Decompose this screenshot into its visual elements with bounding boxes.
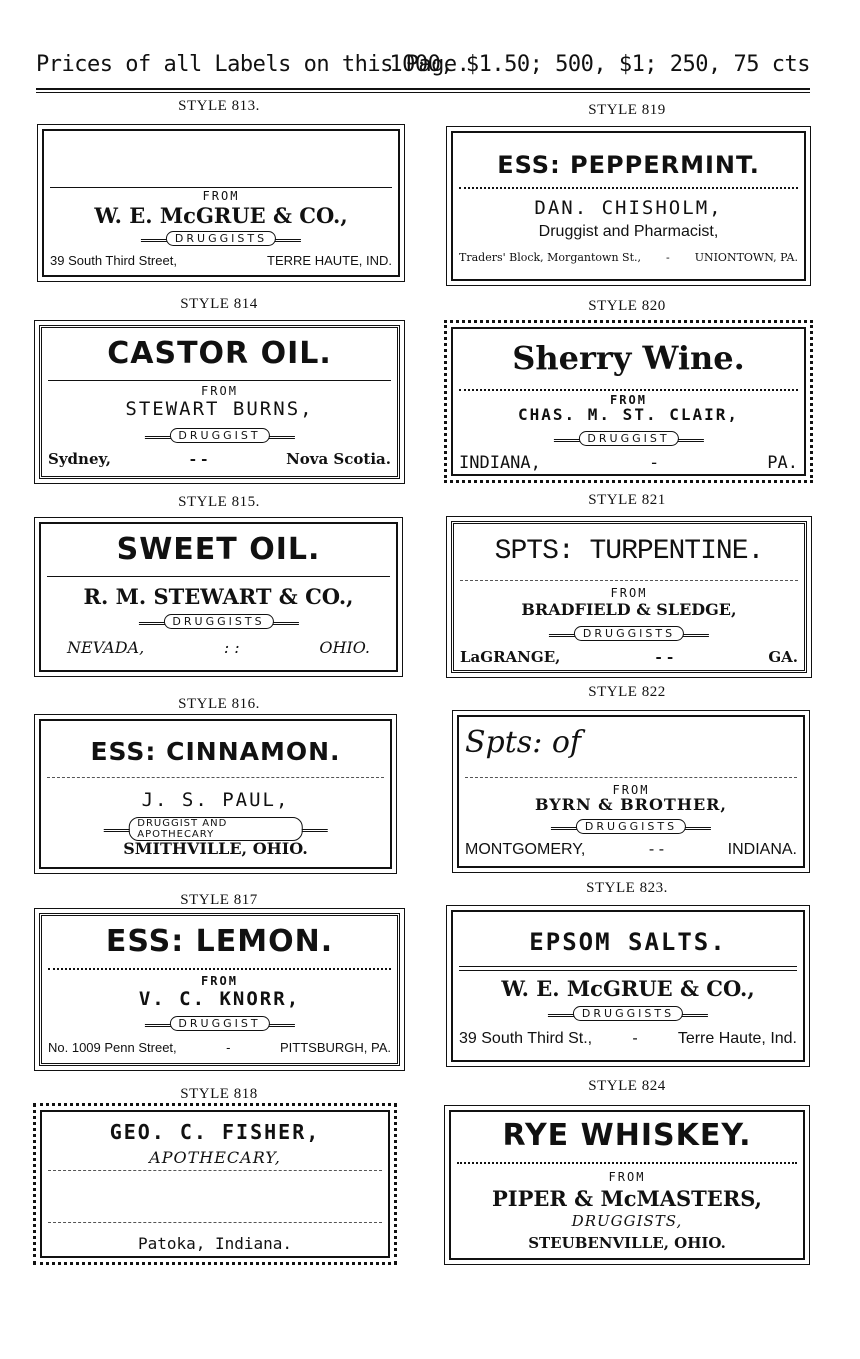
style-caption: STYLE 817 (180, 892, 258, 908)
address-city: Sydney, (48, 450, 111, 468)
druggist-name: PIPER & McMASTERS, (492, 1186, 762, 1211)
druggists-ribbon: DRUGGISTS (166, 231, 276, 246)
druggist-ribbon: DRUGGIST (169, 428, 269, 443)
style-caption: STYLE 816. (178, 696, 260, 712)
product-title: ESS: LEMON. (105, 924, 334, 959)
style-caption: STYLE 824 (588, 1078, 666, 1094)
from-text: FROM (610, 586, 648, 600)
divider (459, 970, 797, 971)
address-city: LaGRANGE, (460, 648, 561, 666)
druggist-ribbon: DRUGGIST (578, 431, 678, 446)
from-text: FROM (201, 974, 238, 988)
druggist-ribbon: DRUGGIST (169, 1016, 269, 1031)
price-heading: Prices of all Labels on this Page. (36, 52, 470, 77)
druggist-name: BRADFIELD & SLEDGE, (521, 600, 737, 619)
dotted-divider (48, 968, 391, 970)
druggist-name: V. C. KNORR, (138, 988, 301, 1010)
address-sep: - (632, 1030, 638, 1047)
address-street: No. 1009 Penn Street, (48, 1040, 177, 1055)
address-sep: - (648, 453, 660, 473)
address-region: PA. (767, 453, 798, 473)
style-caption: STYLE 818 (180, 1086, 258, 1102)
style-caption: STYLE 823. (586, 880, 668, 896)
address-region: OHIO. (319, 638, 370, 657)
address-row (67, 638, 370, 657)
label-style-814 (34, 320, 405, 484)
product-title: ESS: CINNAMON. (90, 737, 341, 766)
address-row (48, 450, 391, 468)
address-city: TERRE HAUTE, IND. (267, 253, 392, 268)
label-style-815 (34, 517, 403, 677)
address-city: STEUBENVILLE, OHIO. (528, 1234, 726, 1252)
price-values: 1000, $1.50; 500, $1; 250, 75 cts (389, 52, 810, 77)
apothecary-name: GEO. C. FISHER, (109, 1120, 321, 1144)
druggists-subtitle: DRUGGISTS, (571, 1212, 683, 1230)
from-text: FROM (610, 393, 647, 407)
style-caption: STYLE 822 (588, 684, 666, 700)
druggist-name: BYRN & BROTHER, (534, 795, 727, 814)
page-header (36, 50, 810, 88)
address-region: INDIANA. (727, 841, 797, 858)
druggist-title: Druggist and Pharmacist, (538, 223, 719, 240)
label-style-817 (34, 908, 405, 1071)
druggists-ribbon: DRUGGISTS (576, 819, 686, 834)
address-row (48, 1040, 391, 1055)
address-city: Terre Haute, Ind. (677, 1030, 797, 1047)
address-street: 39 South Third St., (459, 1030, 593, 1047)
address-region: GA. (768, 648, 798, 666)
address-sep: - (226, 1040, 231, 1055)
druggists-ribbon: DRUGGISTS (574, 626, 684, 641)
product-title: SPTS: TURPENTINE. (494, 536, 764, 567)
druggist-name: W. E. McGRUE & CO., (501, 976, 755, 1001)
address-row (459, 1030, 797, 1048)
address-row (459, 251, 798, 264)
product-title: CASTOR OIL. (107, 336, 332, 371)
address-row (50, 253, 392, 268)
druggist-name: R. M. STEWART & CO., (83, 584, 354, 609)
from-text: FROM (608, 1170, 646, 1184)
druggist-name: J. S. PAUL, (141, 789, 290, 811)
address-street: Traders' Block, Morgantown St., (459, 251, 641, 264)
product-title: SWEET OIL. (116, 532, 321, 567)
address-city: INDIANA, (459, 453, 541, 473)
divider (48, 1170, 382, 1171)
address-city: Patoka, Indiana. (137, 1234, 293, 1253)
label-style-822 (452, 710, 810, 873)
address-city: UNIONTOWN, PA. (694, 251, 798, 264)
dotted-divider (457, 1162, 797, 1164)
style-caption: STYLE 814 (180, 296, 258, 312)
from-text: FROM (201, 384, 238, 398)
address-row (465, 841, 797, 859)
address-city: SMITHVILLE, OHIO. (123, 839, 308, 858)
address-street: 39 South Third Street, (50, 253, 177, 268)
header-rule (36, 88, 810, 90)
address-city: NEVADA, (67, 638, 145, 657)
druggist-name: DAN. CHISHOLM, (534, 197, 723, 219)
divider (465, 777, 797, 778)
address-region: Nova Scotia. (286, 450, 391, 468)
address-row (460, 648, 798, 666)
address-sep: - - (648, 841, 665, 858)
from-text: FROM (202, 189, 240, 203)
address-city: MONTGOMERY, (465, 841, 586, 858)
label-style-821 (446, 516, 812, 678)
address-sep: : : (223, 638, 240, 657)
divider (47, 576, 390, 577)
address-sep: - - (655, 648, 674, 666)
label-style-819 (446, 126, 811, 286)
address-row (459, 453, 798, 473)
address-sep: - (665, 251, 670, 264)
product-title: RYE WHISKEY. (502, 1118, 752, 1153)
style-caption: STYLE 820 (588, 298, 666, 314)
divider (459, 966, 797, 967)
divider (48, 1222, 382, 1223)
divider (50, 187, 392, 188)
druggists-ribbon: DRUGGISTS (163, 614, 273, 629)
druggist-name: W. E. McGRUE & CO., (94, 203, 348, 228)
label-style-816 (34, 714, 397, 874)
label-style-818 (33, 1103, 397, 1265)
product-title: Sherry Wine. (512, 339, 745, 377)
dotted-divider (459, 389, 798, 391)
address-sep: - - (189, 450, 208, 468)
style-caption: STYLE 813. (178, 98, 260, 114)
header-rule-thin (36, 92, 810, 93)
divider (47, 777, 384, 778)
divider (48, 380, 391, 381)
apothecary-subtitle: APOTHECARY, (149, 1148, 281, 1167)
druggist-name: STEWART BURNS, (125, 398, 314, 420)
label-style-824 (444, 1105, 810, 1265)
product-title: ESS: PEPPERMINT. (497, 151, 760, 179)
druggist-apothecary-ribbon: DRUGGIST AND APOTHECARY (128, 817, 303, 841)
product-title: Spts: of (465, 725, 582, 760)
style-caption: STYLE 821 (588, 492, 666, 508)
druggist-name: CHAS. M. ST. CLAIR, (517, 405, 740, 424)
druggists-ribbon: DRUGGISTS (573, 1006, 683, 1021)
label-style-823 (446, 905, 810, 1067)
style-caption: STYLE 819 (588, 102, 666, 118)
dotted-divider (459, 187, 798, 189)
from-text: FROM (612, 783, 650, 797)
label-style-820 (444, 320, 813, 483)
product-title: EPSOM SALTS. (529, 928, 727, 956)
style-caption: STYLE 815. (178, 494, 260, 510)
divider (460, 580, 798, 581)
address-city: PITTSBURGH, PA. (280, 1040, 391, 1055)
label-style-813 (37, 124, 405, 282)
